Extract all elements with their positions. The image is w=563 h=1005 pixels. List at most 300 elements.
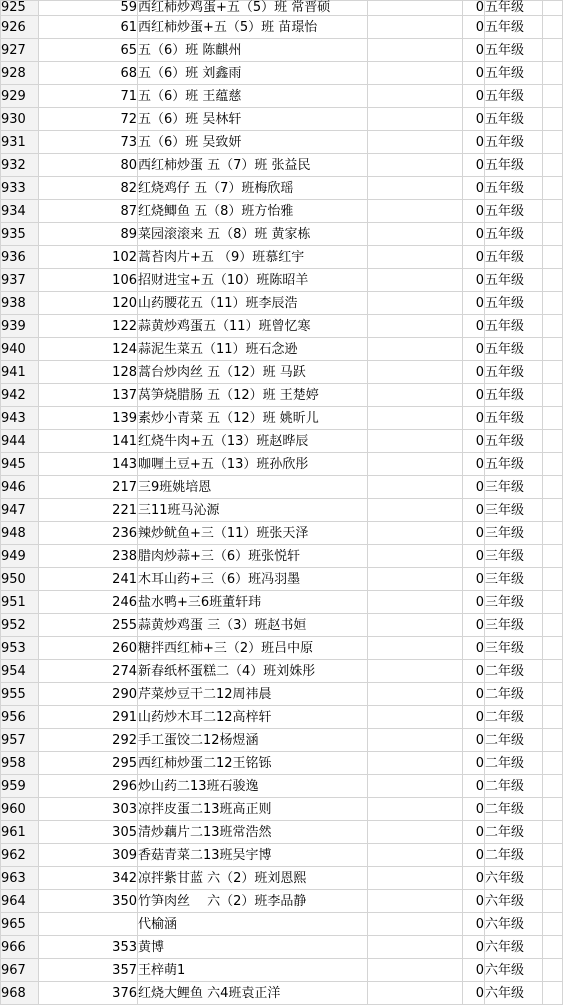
empty-cell[interactable]: [368, 775, 463, 798]
grade-cell[interactable]: 五年级: [485, 1, 543, 16]
id-cell[interactable]: 120: [39, 292, 138, 315]
row-header[interactable]: 945: [1, 453, 39, 476]
grade-cell[interactable]: 五年级: [485, 200, 543, 223]
table-row[interactable]: [1, 637, 563, 660]
empty-cell[interactable]: [543, 177, 563, 200]
name-cell[interactable]: 红烧牛肉+五（13）班赵晔辰: [138, 430, 368, 453]
id-cell[interactable]: 80: [39, 154, 138, 177]
id-cell[interactable]: 342: [39, 867, 138, 890]
name-cell[interactable]: 五（6）班 吴林轩: [138, 108, 368, 131]
row-header[interactable]: 955: [1, 683, 39, 706]
table-row[interactable]: [1, 568, 563, 591]
count-cell[interactable]: 0: [463, 660, 485, 683]
grade-cell[interactable]: 三年级: [485, 499, 543, 522]
empty-cell[interactable]: [543, 453, 563, 476]
grade-cell[interactable]: 二年级: [485, 821, 543, 844]
name-cell[interactable]: 三9班姚培恩: [138, 476, 368, 499]
empty-cell[interactable]: [543, 867, 563, 890]
count-cell[interactable]: 0: [463, 200, 485, 223]
name-cell[interactable]: 蒜黄炒鸡蛋五（11）班曾忆寒: [138, 315, 368, 338]
grade-cell[interactable]: 五年级: [485, 453, 543, 476]
empty-cell[interactable]: [368, 246, 463, 269]
row-header[interactable]: 952: [1, 614, 39, 637]
name-cell[interactable]: 素炒小青菜 五（12）班 姚昕儿: [138, 407, 368, 430]
row-header[interactable]: 946: [1, 476, 39, 499]
table-row[interactable]: [1, 545, 563, 568]
table-row[interactable]: [1, 62, 563, 85]
grade-cell[interactable]: 五年级: [485, 338, 543, 361]
count-cell[interactable]: 0: [463, 384, 485, 407]
table-row[interactable]: [1, 821, 563, 844]
count-cell[interactable]: 0: [463, 890, 485, 913]
table-row[interactable]: [1, 775, 563, 798]
row-header[interactable]: 944: [1, 430, 39, 453]
table-row[interactable]: [1, 683, 563, 706]
count-cell[interactable]: 0: [463, 154, 485, 177]
table-row[interactable]: [1, 16, 563, 39]
empty-cell[interactable]: [368, 798, 463, 821]
row-header[interactable]: 966: [1, 936, 39, 959]
grade-cell[interactable]: 五年级: [485, 292, 543, 315]
table-row[interactable]: [1, 867, 563, 890]
grade-cell[interactable]: 六年级: [485, 890, 543, 913]
table-row[interactable]: [1, 223, 563, 246]
count-cell[interactable]: 0: [463, 499, 485, 522]
id-cell[interactable]: 71: [39, 85, 138, 108]
grade-cell[interactable]: 六年级: [485, 959, 543, 982]
count-cell[interactable]: 0: [463, 108, 485, 131]
count-cell[interactable]: 0: [463, 568, 485, 591]
empty-cell[interactable]: [368, 706, 463, 729]
empty-cell[interactable]: [368, 683, 463, 706]
empty-cell[interactable]: [543, 62, 563, 85]
id-cell[interactable]: 295: [39, 752, 138, 775]
row-header[interactable]: 937: [1, 269, 39, 292]
row-header[interactable]: 927: [1, 39, 39, 62]
count-cell[interactable]: 0: [463, 959, 485, 982]
table-row[interactable]: [1, 453, 563, 476]
count-cell[interactable]: 0: [463, 729, 485, 752]
name-cell[interactable]: 西红柿炒蛋 五（7）班 张益民: [138, 154, 368, 177]
table-row[interactable]: [1, 660, 563, 683]
name-cell[interactable]: 山药炒木耳二12高梓轩: [138, 706, 368, 729]
count-cell[interactable]: 0: [463, 936, 485, 959]
id-cell[interactable]: 82: [39, 177, 138, 200]
table-row[interactable]: [1, 798, 563, 821]
table-row[interactable]: [1, 706, 563, 729]
count-cell[interactable]: 0: [463, 223, 485, 246]
id-cell[interactable]: 137: [39, 384, 138, 407]
row-header[interactable]: 941: [1, 361, 39, 384]
grade-cell[interactable]: 五年级: [485, 131, 543, 154]
table-row[interactable]: [1, 407, 563, 430]
empty-cell[interactable]: [543, 269, 563, 292]
count-cell[interactable]: 0: [463, 177, 485, 200]
name-cell[interactable]: 红烧鲫鱼 五（8）班方怡雅: [138, 200, 368, 223]
empty-cell[interactable]: [543, 476, 563, 499]
row-header[interactable]: 929: [1, 85, 39, 108]
empty-cell[interactable]: [543, 200, 563, 223]
id-cell[interactable]: 309: [39, 844, 138, 867]
empty-cell[interactable]: [368, 890, 463, 913]
empty-cell[interactable]: [543, 660, 563, 683]
grade-cell[interactable]: 五年级: [485, 177, 543, 200]
id-cell[interactable]: 305: [39, 821, 138, 844]
grade-cell[interactable]: 五年级: [485, 154, 543, 177]
table-row[interactable]: [1, 361, 563, 384]
grade-cell[interactable]: 五年级: [485, 39, 543, 62]
empty-cell[interactable]: [368, 522, 463, 545]
name-cell[interactable]: 凉拌紫甘蓝 六（2）班刘恩熙: [138, 867, 368, 890]
id-cell[interactable]: 303: [39, 798, 138, 821]
empty-cell[interactable]: [543, 499, 563, 522]
table-row[interactable]: [1, 108, 563, 131]
empty-cell[interactable]: [543, 315, 563, 338]
name-cell[interactable]: 菜园滚滚来 五（8）班 黄家栋: [138, 223, 368, 246]
id-cell[interactable]: 124: [39, 338, 138, 361]
empty-cell[interactable]: [368, 614, 463, 637]
count-cell[interactable]: 0: [463, 591, 485, 614]
row-header[interactable]: 950: [1, 568, 39, 591]
empty-cell[interactable]: [543, 292, 563, 315]
empty-cell[interactable]: [543, 154, 563, 177]
table-row[interactable]: [1, 982, 563, 1005]
row-header[interactable]: 959: [1, 775, 39, 798]
name-cell[interactable]: 三11班马沁源: [138, 499, 368, 522]
table-row[interactable]: [1, 913, 563, 936]
empty-cell[interactable]: [543, 430, 563, 453]
row-header[interactable]: 962: [1, 844, 39, 867]
table-row[interactable]: [1, 614, 563, 637]
empty-cell[interactable]: [368, 959, 463, 982]
row-header[interactable]: 953: [1, 637, 39, 660]
empty-cell[interactable]: [368, 752, 463, 775]
empty-cell[interactable]: [368, 913, 463, 936]
grade-cell[interactable]: 三年级: [485, 545, 543, 568]
row-header[interactable]: 936: [1, 246, 39, 269]
grade-cell[interactable]: 二年级: [485, 798, 543, 821]
table-row[interactable]: [1, 292, 563, 315]
empty-cell[interactable]: [368, 453, 463, 476]
name-cell[interactable]: 辣炒鱿鱼+三（11）班张天泽: [138, 522, 368, 545]
id-cell[interactable]: 246: [39, 591, 138, 614]
empty-cell[interactable]: [368, 844, 463, 867]
empty-cell[interactable]: [368, 982, 463, 1005]
grade-cell[interactable]: 五年级: [485, 430, 543, 453]
id-cell[interactable]: 274: [39, 660, 138, 683]
count-cell[interactable]: 0: [463, 522, 485, 545]
empty-cell[interactable]: [368, 361, 463, 384]
id-cell[interactable]: 139: [39, 407, 138, 430]
grade-cell[interactable]: 三年级: [485, 522, 543, 545]
empty-cell[interactable]: [543, 108, 563, 131]
row-header[interactable]: 925: [1, 1, 39, 16]
row-header[interactable]: 964: [1, 890, 39, 913]
table-row[interactable]: [1, 752, 563, 775]
name-cell[interactable]: 糖拌西红柿+三（2）班吕中原: [138, 637, 368, 660]
empty-cell[interactable]: [543, 890, 563, 913]
grade-cell[interactable]: 三年级: [485, 614, 543, 637]
row-header[interactable]: 951: [1, 591, 39, 614]
empty-cell[interactable]: [543, 706, 563, 729]
row-header[interactable]: 956: [1, 706, 39, 729]
count-cell[interactable]: 0: [463, 131, 485, 154]
id-cell[interactable]: 61: [39, 16, 138, 39]
grade-cell[interactable]: 五年级: [485, 315, 543, 338]
empty-cell[interactable]: [543, 798, 563, 821]
id-cell[interactable]: 128: [39, 361, 138, 384]
row-header[interactable]: 934: [1, 200, 39, 223]
grade-cell[interactable]: 二年级: [485, 775, 543, 798]
id-cell[interactable]: 357: [39, 959, 138, 982]
table-row[interactable]: [1, 591, 563, 614]
row-header[interactable]: 930: [1, 108, 39, 131]
table-row[interactable]: [1, 384, 563, 407]
count-cell[interactable]: 0: [463, 16, 485, 39]
count-cell[interactable]: 0: [463, 315, 485, 338]
grade-cell[interactable]: 六年级: [485, 982, 543, 1005]
row-header[interactable]: 943: [1, 407, 39, 430]
row-header[interactable]: 935: [1, 223, 39, 246]
empty-cell[interactable]: [368, 16, 463, 39]
count-cell[interactable]: 0: [463, 867, 485, 890]
count-cell[interactable]: 0: [463, 821, 485, 844]
table-row[interactable]: [1, 729, 563, 752]
table-row[interactable]: [1, 154, 563, 177]
grade-cell[interactable]: 五年级: [485, 407, 543, 430]
row-header[interactable]: 940: [1, 338, 39, 361]
empty-cell[interactable]: [543, 821, 563, 844]
table-row[interactable]: [1, 200, 563, 223]
count-cell[interactable]: 0: [463, 338, 485, 361]
row-header[interactable]: 933: [1, 177, 39, 200]
count-cell[interactable]: 0: [463, 683, 485, 706]
table-row[interactable]: [1, 39, 563, 62]
empty-cell[interactable]: [543, 637, 563, 660]
empty-cell[interactable]: [368, 591, 463, 614]
name-cell[interactable]: 山药腰花五（11）班李辰浩: [138, 292, 368, 315]
empty-cell[interactable]: [368, 936, 463, 959]
grade-cell[interactable]: 五年级: [485, 269, 543, 292]
count-cell[interactable]: 0: [463, 407, 485, 430]
empty-cell[interactable]: [543, 384, 563, 407]
empty-cell[interactable]: [368, 545, 463, 568]
count-cell[interactable]: 0: [463, 545, 485, 568]
empty-cell[interactable]: [543, 407, 563, 430]
name-cell[interactable]: 五（6）班 刘鑫雨: [138, 62, 368, 85]
table-row[interactable]: [1, 499, 563, 522]
empty-cell[interactable]: [368, 821, 463, 844]
row-header[interactable]: 960: [1, 798, 39, 821]
empty-cell[interactable]: [368, 292, 463, 315]
row-header[interactable]: 928: [1, 62, 39, 85]
id-cell[interactable]: 291: [39, 706, 138, 729]
empty-cell[interactable]: [543, 39, 563, 62]
table-row[interactable]: [1, 131, 563, 154]
empty-cell[interactable]: [368, 200, 463, 223]
row-header[interactable]: 931: [1, 131, 39, 154]
empty-cell[interactable]: [368, 568, 463, 591]
row-header[interactable]: 965: [1, 913, 39, 936]
name-cell[interactable]: 莴笋烧腊肠 五（12）班 王楚婷: [138, 384, 368, 407]
count-cell[interactable]: 0: [463, 476, 485, 499]
count-cell[interactable]: 0: [463, 39, 485, 62]
grade-cell[interactable]: 三年级: [485, 591, 543, 614]
grade-cell[interactable]: 六年级: [485, 913, 543, 936]
name-cell[interactable]: 王梓萌1: [138, 959, 368, 982]
count-cell[interactable]: 0: [463, 246, 485, 269]
name-cell[interactable]: 手工蛋饺二12杨煜涵: [138, 729, 368, 752]
grade-cell[interactable]: 三年级: [485, 637, 543, 660]
table-row[interactable]: [1, 476, 563, 499]
id-cell[interactable]: 290: [39, 683, 138, 706]
grade-cell[interactable]: 二年级: [485, 729, 543, 752]
count-cell[interactable]: 0: [463, 752, 485, 775]
id-cell[interactable]: 238: [39, 545, 138, 568]
name-cell[interactable]: 新春纸杯蛋糕二（4）班刘姝彤: [138, 660, 368, 683]
id-cell[interactable]: 72: [39, 108, 138, 131]
count-cell[interactable]: 0: [463, 844, 485, 867]
empty-cell[interactable]: [368, 315, 463, 338]
row-header[interactable]: 939: [1, 315, 39, 338]
name-cell[interactable]: 咖喱土豆+五（13）班孙欣彤: [138, 453, 368, 476]
id-cell[interactable]: 68: [39, 62, 138, 85]
name-cell[interactable]: 竹笋肉丝 六（2）班李品静: [138, 890, 368, 913]
name-cell[interactable]: 五（6）班 王蕴慈: [138, 85, 368, 108]
grade-cell[interactable]: 五年级: [485, 108, 543, 131]
name-cell[interactable]: 五（6）班 陈麒州: [138, 39, 368, 62]
row-header[interactable]: 957: [1, 729, 39, 752]
name-cell[interactable]: 蒿台炒肉丝 五（12）班 马跃: [138, 361, 368, 384]
name-cell[interactable]: 代榆涵: [138, 913, 368, 936]
table-row[interactable]: [1, 338, 563, 361]
empty-cell[interactable]: [543, 223, 563, 246]
id-cell[interactable]: 106: [39, 269, 138, 292]
empty-cell[interactable]: [543, 752, 563, 775]
name-cell[interactable]: 香菇青菜二13班吴宇博: [138, 844, 368, 867]
row-header[interactable]: 967: [1, 959, 39, 982]
row-header[interactable]: 963: [1, 867, 39, 890]
empty-cell[interactable]: [543, 982, 563, 1005]
grade-cell[interactable]: 五年级: [485, 16, 543, 39]
grade-cell[interactable]: 六年级: [485, 867, 543, 890]
empty-cell[interactable]: [368, 660, 463, 683]
table-row[interactable]: [1, 85, 563, 108]
id-cell[interactable]: 102: [39, 246, 138, 269]
table-row[interactable]: [1, 177, 563, 200]
id-cell[interactable]: 296: [39, 775, 138, 798]
id-cell[interactable]: 217: [39, 476, 138, 499]
empty-cell[interactable]: [543, 131, 563, 154]
name-cell[interactable]: 蒿苔肉片+五 （9）班慕红宇: [138, 246, 368, 269]
id-cell[interactable]: 73: [39, 131, 138, 154]
empty-cell[interactable]: [543, 522, 563, 545]
name-cell[interactable]: 炒山药二13班石骏逸: [138, 775, 368, 798]
count-cell[interactable]: 0: [463, 982, 485, 1005]
count-cell[interactable]: 0: [463, 453, 485, 476]
id-cell[interactable]: 350: [39, 890, 138, 913]
id-cell[interactable]: 236: [39, 522, 138, 545]
grade-cell[interactable]: 六年级: [485, 936, 543, 959]
row-header[interactable]: 968: [1, 982, 39, 1005]
row-header[interactable]: 949: [1, 545, 39, 568]
id-cell[interactable]: 143: [39, 453, 138, 476]
empty-cell[interactable]: [368, 85, 463, 108]
empty-cell[interactable]: [543, 913, 563, 936]
id-cell[interactable]: 59: [39, 1, 138, 16]
empty-cell[interactable]: [368, 407, 463, 430]
empty-cell[interactable]: [368, 867, 463, 890]
empty-cell[interactable]: [543, 591, 563, 614]
row-header[interactable]: 932: [1, 154, 39, 177]
id-cell[interactable]: 292: [39, 729, 138, 752]
id-cell[interactable]: 122: [39, 315, 138, 338]
count-cell[interactable]: 0: [463, 85, 485, 108]
empty-cell[interactable]: [368, 430, 463, 453]
count-cell[interactable]: 0: [463, 292, 485, 315]
grade-cell[interactable]: 二年级: [485, 660, 543, 683]
row-header[interactable]: 954: [1, 660, 39, 683]
row-header[interactable]: 942: [1, 384, 39, 407]
empty-cell[interactable]: [368, 499, 463, 522]
table-row[interactable]: [1, 1, 563, 16]
name-cell[interactable]: 盐水鸭+三6班董轩玮: [138, 591, 368, 614]
grade-cell[interactable]: 五年级: [485, 384, 543, 407]
empty-cell[interactable]: [368, 338, 463, 361]
table-row[interactable]: [1, 844, 563, 867]
empty-cell[interactable]: [368, 476, 463, 499]
grade-cell[interactable]: 二年级: [485, 844, 543, 867]
empty-cell[interactable]: [368, 39, 463, 62]
count-cell[interactable]: 0: [463, 614, 485, 637]
grade-cell[interactable]: 二年级: [485, 683, 543, 706]
empty-cell[interactable]: [368, 269, 463, 292]
empty-cell[interactable]: [543, 775, 563, 798]
name-cell[interactable]: 西红柿炒鸡蛋+五（5）班 常晋硕: [138, 1, 368, 16]
grade-cell[interactable]: 五年级: [485, 62, 543, 85]
grade-cell[interactable]: 三年级: [485, 476, 543, 499]
count-cell[interactable]: 0: [463, 637, 485, 660]
count-cell[interactable]: 0: [463, 706, 485, 729]
empty-cell[interactable]: [368, 637, 463, 660]
row-header[interactable]: 947: [1, 499, 39, 522]
table-row[interactable]: [1, 522, 563, 545]
empty-cell[interactable]: [368, 177, 463, 200]
id-cell[interactable]: 241: [39, 568, 138, 591]
name-cell[interactable]: 木耳山药+三（6）班冯羽墨: [138, 568, 368, 591]
name-cell[interactable]: 五（6）班 吴致妍: [138, 131, 368, 154]
name-cell[interactable]: 红烧鸡仔 五（7）班梅欣瑶: [138, 177, 368, 200]
id-cell[interactable]: 141: [39, 430, 138, 453]
grade-cell[interactable]: 二年级: [485, 752, 543, 775]
empty-cell[interactable]: [543, 614, 563, 637]
empty-cell[interactable]: [368, 62, 463, 85]
name-cell[interactable]: 红烧大鲤鱼 六4班袁正洋: [138, 982, 368, 1005]
name-cell[interactable]: 黄博: [138, 936, 368, 959]
count-cell[interactable]: 0: [463, 62, 485, 85]
table-row[interactable]: [1, 269, 563, 292]
id-cell[interactable]: 255: [39, 614, 138, 637]
empty-cell[interactable]: [543, 683, 563, 706]
empty-cell[interactable]: [543, 1, 563, 16]
empty-cell[interactable]: [543, 568, 563, 591]
empty-cell[interactable]: [543, 361, 563, 384]
id-cell[interactable]: 260: [39, 637, 138, 660]
name-cell[interactable]: 西红柿炒蛋二12王铭铄: [138, 752, 368, 775]
grade-cell[interactable]: 五年级: [485, 223, 543, 246]
grade-cell[interactable]: 五年级: [485, 361, 543, 384]
count-cell[interactable]: 0: [463, 798, 485, 821]
